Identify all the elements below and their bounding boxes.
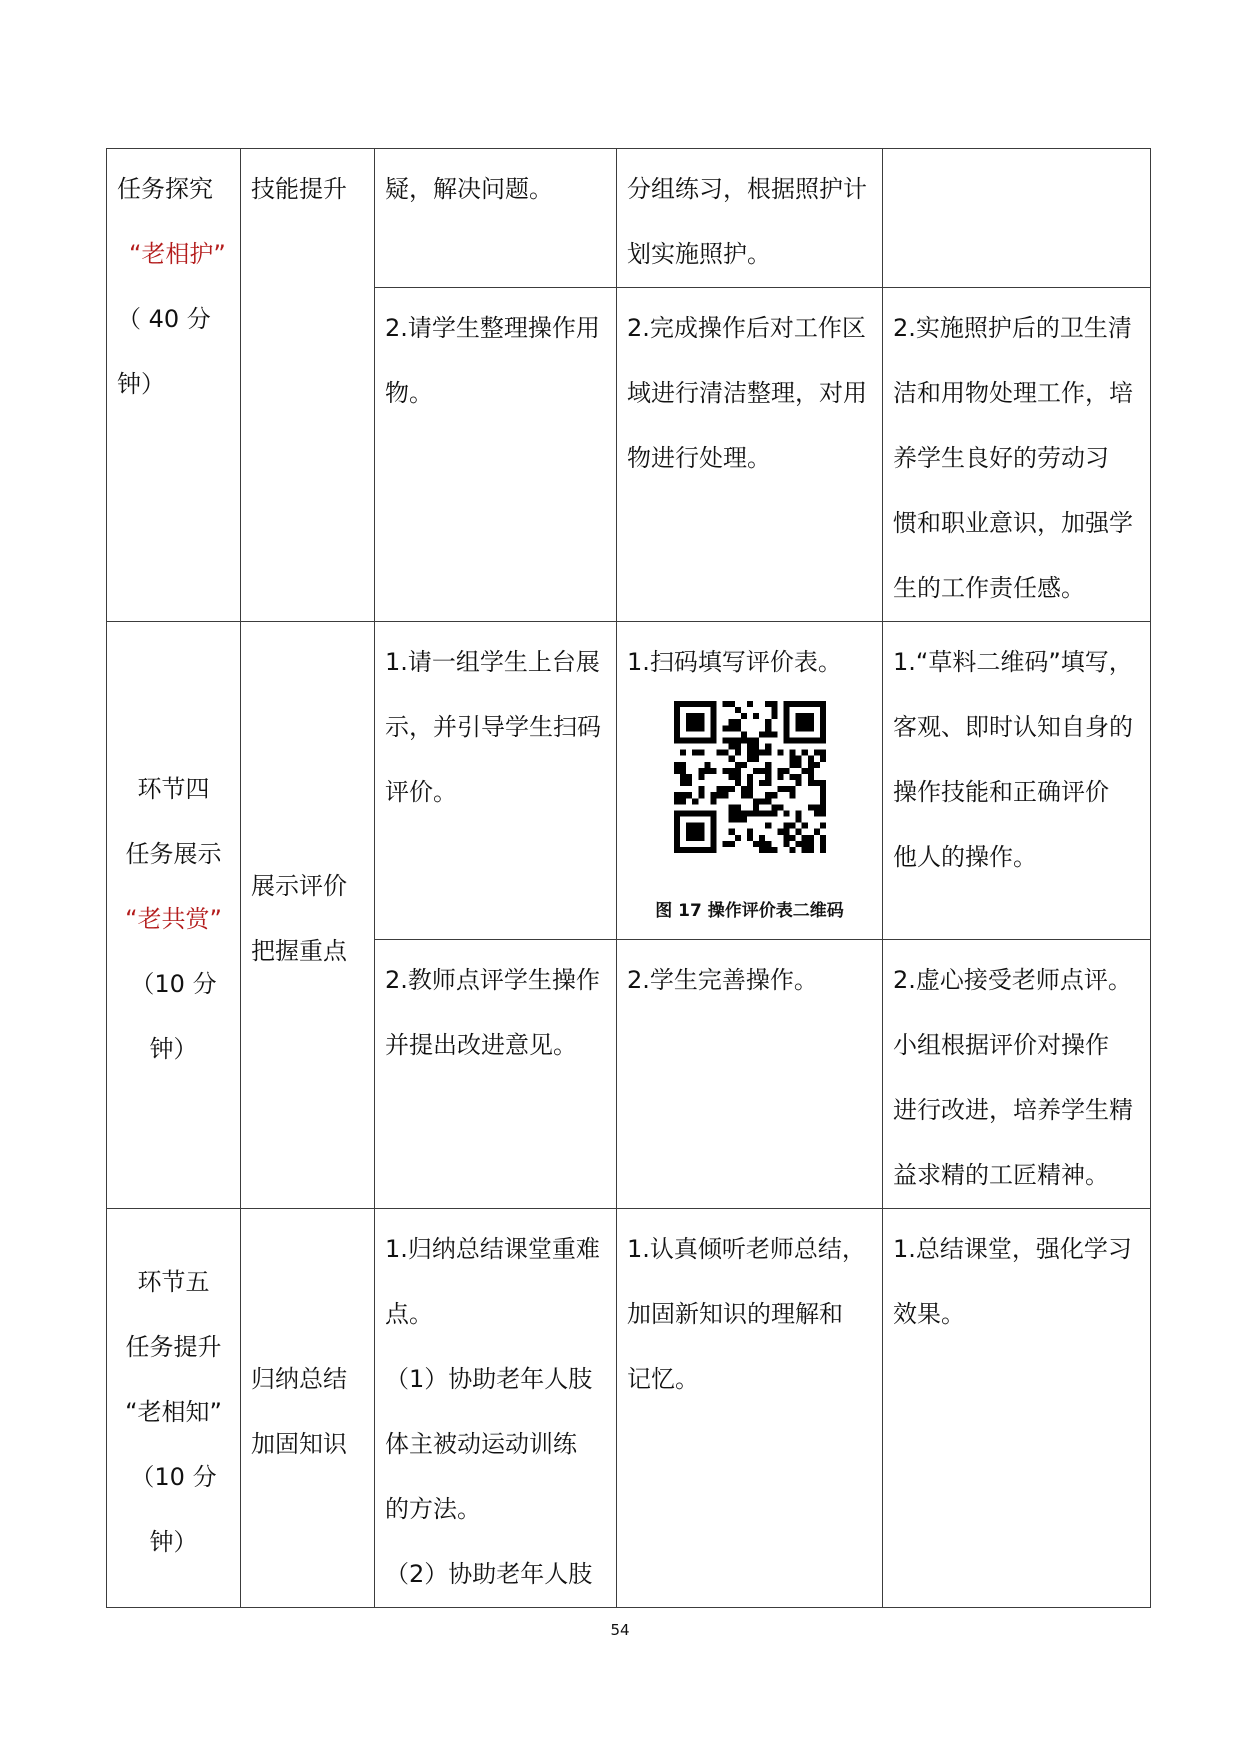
intent-line: 1.“草料二维码”填写， (893, 648, 1133, 676)
teacher-line: 评价。 (385, 778, 457, 806)
teacher-cell (375, 940, 617, 1209)
stage-line: （10 分 (130, 1462, 217, 1491)
teacher-line: 示，并引导学生扫码 (385, 713, 601, 741)
student-cell (617, 622, 883, 940)
teacher-line: 2.请学生整理操作用 (385, 314, 600, 342)
stage-line: 环节五 (137, 1267, 210, 1296)
table-row (107, 149, 1151, 288)
teacher-cell (375, 149, 617, 288)
student-line: 物进行处理。 (627, 444, 771, 472)
teacher-line: 1.归纳总结课堂重难 (385, 1235, 600, 1263)
stage-line: 环节四 (137, 774, 210, 803)
teacher-cell (375, 622, 617, 940)
table-row (107, 1209, 1151, 1608)
teacher-line: 疑，解决问题。 (385, 175, 553, 203)
student-line: 记忆。 (627, 1365, 699, 1393)
stage-cell (107, 149, 241, 622)
stage-line: 钟） (117, 370, 165, 398)
student-line: 2.完成操作后对工作区 (627, 314, 866, 342)
student-line: 划实施照护。 (627, 240, 771, 268)
intent-line: 小组根据评价对操作 (893, 1031, 1109, 1059)
student-cell (617, 1209, 883, 1608)
skill-line: 归纳总结 (251, 1365, 347, 1393)
teacher-line: 物。 (385, 379, 433, 407)
intent-cell (883, 622, 1151, 940)
stage-line: “老共赏” (125, 904, 222, 933)
intent-line: 洁和用物处理工作，培 (893, 379, 1133, 407)
student-line: 1.扫码填写评价表。 (627, 648, 842, 676)
teacher-line: （2）协助老年人肢 (385, 1560, 593, 1588)
student-line: 域进行清洁整理，对用 (627, 379, 867, 407)
intent-line: 效果。 (893, 1300, 965, 1328)
teacher-cell (375, 1209, 617, 1608)
intent-line: 操作技能和正确评价 (893, 778, 1109, 806)
stage-line: “老相护” (129, 240, 226, 268)
teacher-line: 2.教师点评学生操作 (385, 966, 600, 994)
skill-cell (241, 149, 375, 622)
teacher-cell (375, 288, 617, 622)
skill-line: 展示评价 (251, 872, 347, 900)
teacher-line: 的方法。 (385, 1495, 481, 1523)
stage-cell (107, 1209, 241, 1608)
intent-line: 养学生良好的劳动习 (893, 444, 1109, 472)
skill-line: 把握重点 (251, 937, 347, 965)
stage-line: （ 40 分 (117, 305, 211, 333)
skill-cell (241, 622, 375, 1209)
student-line: 2.学生完善操作。 (627, 966, 818, 994)
student-cell (617, 149, 883, 288)
stage-line: 任务展示 (125, 839, 222, 868)
skill-cell (241, 1209, 375, 1608)
stage-line: 任务提升 (125, 1332, 222, 1361)
student-line: 1.认真倾听老师总结， (627, 1235, 866, 1263)
intent-cell (883, 1209, 1151, 1608)
student-cell (617, 940, 883, 1209)
intent-cell (883, 940, 1151, 1209)
intent-line: 他人的操作。 (893, 843, 1037, 871)
intent-line: 客观、即时认知自身的 (893, 713, 1133, 741)
stage-cell (107, 622, 241, 1209)
qr-code-icon (674, 701, 826, 853)
stage-line: 任务探究 (117, 175, 213, 203)
teacher-line: 点。 (385, 1300, 433, 1328)
stage-line: “老相知” (125, 1397, 222, 1426)
intent-line: 生的工作责任感。 (893, 574, 1085, 602)
page-number: 54 (610, 1621, 630, 1639)
stage-line: 钟） (149, 1527, 198, 1556)
teacher-line: （1）协助老年人肢 (385, 1365, 593, 1393)
student-line: 加固新知识的理解和 (627, 1300, 843, 1328)
intent-cell (883, 149, 1151, 288)
skill-line: 加固知识 (251, 1430, 347, 1458)
teacher-line: 并提出改进意见。 (385, 1031, 577, 1059)
qr-caption: 图 17 操作评价表二维码 (655, 901, 844, 921)
student-line: 分组练习，根据照护计 (627, 175, 867, 203)
intent-line: 2.实施照护后的卫生清 (893, 314, 1132, 342)
student-cell (617, 288, 883, 622)
teacher-line: 体主被动运动训练 (385, 1430, 577, 1458)
stage-line: 钟） (149, 1034, 198, 1063)
table-row (107, 622, 1151, 940)
intent-line: 进行改进，培养学生精 (893, 1096, 1133, 1124)
intent-line: 2.虚心接受老师点评。 (893, 966, 1132, 994)
teacher-line: 1.请一组学生上台展 (385, 648, 600, 676)
intent-line: 惯和职业意识，加强学 (893, 509, 1133, 537)
intent-cell (883, 288, 1151, 622)
intent-line: 益求精的工匠精神。 (893, 1161, 1109, 1189)
skill-line: 技能提升 (251, 175, 347, 203)
qr-figure (627, 701, 872, 859)
intent-line: 1.总结课堂，强化学习 (893, 1235, 1132, 1263)
lesson-plan-table (106, 148, 1151, 1608)
stage-line: （10 分 (130, 969, 217, 998)
